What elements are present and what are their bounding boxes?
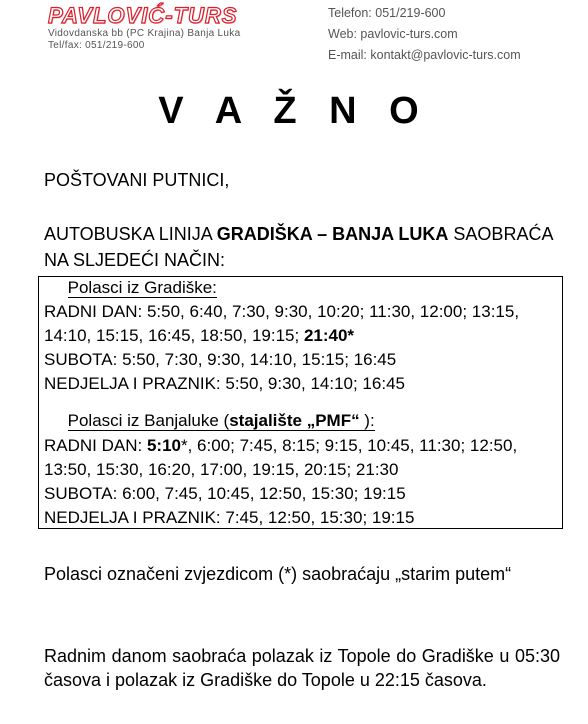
banjaluka-radni-star-time: 5:10 [146,436,181,455]
greeting: POŠTOVANI PUTNICI, [44,170,230,190]
contact-email: E-mail: kontakt@pavlovic-turs.com [328,48,521,62]
notice-title: V A Ž N O [158,90,430,132]
banjaluka-stop: stajalište „PMF“ [229,411,360,430]
note-star: Polasci označeni zvjezdicom (*) saobraćaju „starim putem“ [44,564,512,584]
contact-phone: Telefon: 051/219-600 [328,6,446,20]
gradiska-nedjelja: NEDJELJA I PRAZNIK: 5:50, 9:30, 14:10; 16:45 [44,374,405,393]
intro-line-2: NA SLJEDEĆI NAČIN: [44,250,226,270]
banjaluka-heading-underlined [68,411,375,431]
gradiska-subota: SUBOTA: 5:50, 7:30, 9:30, 14:10, 15:15; 16:45 [44,350,397,369]
banjaluka-nedjelja: NEDJELJA I PRAZNIK: 7:45, 12:50, 15:30; 19:15 [44,508,415,527]
contact-web: Web: pavlovic-turs.com [328,27,458,41]
gradiska-radni-line-2 [44,325,354,347]
banjaluka-heading-end: ): [359,411,375,430]
gradiska-heading [44,277,217,299]
company-telfax: Tel/fax: 051/219-600 [48,40,145,51]
banjaluka-heading [44,410,375,432]
contact-info [328,3,521,66]
gradiska-radni-line-2-text: 14:10, 15:15, 16:45, 18:50, 19:15; [44,326,304,345]
banjaluka-radni-prefix: RADNI DAN: [44,436,147,455]
banjaluka-radni-rest: *, 6:00; 7:45, 8:15; 9:15, 10:45, 11:30; 12:50, [181,436,518,455]
intro-route: GRADIŠKA – BANJA LUKA [216,224,449,244]
note-topola: Radnim danom saobraća polazak iz Topole do Gradiške u 05:30 časova i polazak iz Gradiške do Topole u 22:15 časova. [44,646,560,690]
banjaluka-radni-line-2: 13:50, 15:30, 16:20, 17:00, 19:15, 20:15; 21:30 [44,460,399,479]
gradiska-radni-star-time: 21:40* [303,326,355,345]
banjaluka-subota: SUBOTA: 6:00, 7:45, 10:45, 12:50, 15:30; 19:15 [44,484,406,503]
intro-text-1: AUTOBUSKA LINIJA [44,224,217,244]
banjaluka-radni-line-1 [44,435,517,457]
intro-text-2: SAOBRAĆA [448,224,554,244]
company-address: Vidovdanska bb (PC Krajina) Banja Luka [48,28,241,39]
gradiska-radni-line-1: RADNI DAN: 5:50, 6:40, 7:30, 9:30, 10:20; 11:30, 12:00; 13:15, [44,302,520,321]
company-logo-block [48,4,308,52]
company-logo: PAVLOVIĆ-TURS [48,3,238,28]
intro-line-1 [44,222,553,246]
banjaluka-heading-text: Polasci iz Banjaluke ( [67,411,230,430]
gradiska-heading-text: Polasci iz Gradiške: [67,278,217,297]
